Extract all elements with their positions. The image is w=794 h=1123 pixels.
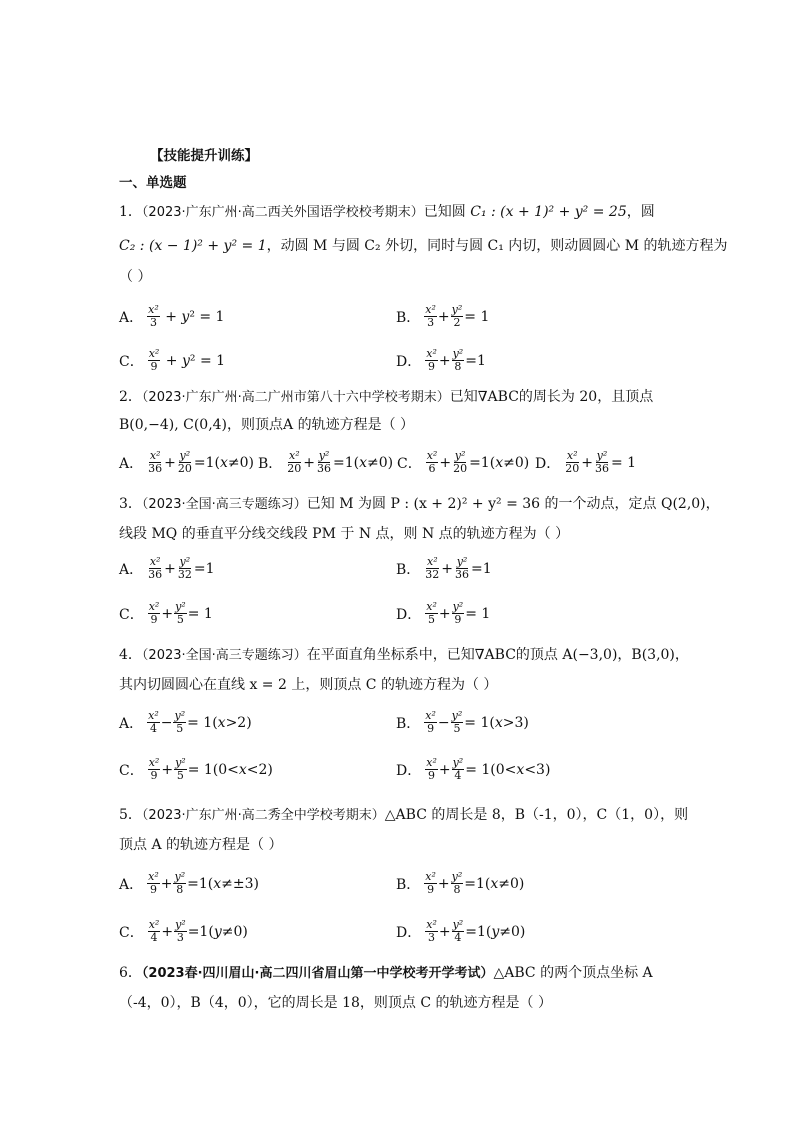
- question-6-line-1: 6．（2023春·四川眉山·高二四川省眉山第一中学校考开学考试）△ABC 的两个顶点坐标 A: [119, 965, 653, 981]
- question-2-line-1: 2．（2023·广东广州·高二广州市第八十六中学校考期末）已知∇ABC的周长为 20，且顶点: [119, 389, 654, 405]
- circle-c1-equation: C₁ : (x + 1)² + y² = 25: [470, 204, 627, 220]
- question-5-line-1: 5．（2023·广东广州·高二秀全中学校考期末）△ABC 的周长是 8，B（-1，0），C（1，0），则: [119, 807, 689, 823]
- question-4-option-b[interactable]: B． $\frac{\text{x²}}{9}$ − $\frac{\text{y²}}{5}$ = 1(x>3): [396, 709, 529, 735]
- question-3-option-d[interactable]: D． $\frac{\text{x²}}{5}$ + $\frac{\text{y²}}{9}$ = 1: [396, 600, 491, 626]
- question-2-line-2: B(0,−4), C(0,4)，则顶点A 的轨迹方程是（ ）: [119, 417, 415, 433]
- section-title: 【技能提升训练】: [150, 148, 258, 164]
- question-5-option-d[interactable]: D． $\frac{\text{x²}}{3}$ + $\frac{\text{y²}}{4}$ =1(y≠0): [396, 918, 526, 944]
- question-3-line-2: 线段 MQ 的垂直平分线交线段 PM 于 N 点，则 N 点的轨迹方程为（ ）: [119, 526, 570, 542]
- question-1-option-d[interactable]: D． $\frac{\text{x²}}{9}$ + $\frac{\text{y²}}{8}$ =1: [396, 347, 486, 373]
- question-1-option-b[interactable]: B． $\frac{\text{x²}}{3}$ + $\frac{\text{y²}}{2}$ = 1: [396, 303, 490, 329]
- question-4-line-1: 4．（2023·全国·高三专题练习）在平面直角坐标系中，已知∇ABC的顶点 A(−3,0)，B(3,0)，: [119, 647, 689, 663]
- question-2-option-b[interactable]: B． $\frac{\text{x²}}{20}$ + $\frac{\text{y²}}{36}$ =1(x≠0): [258, 449, 394, 475]
- question-5-option-b[interactable]: B． $\frac{\text{x²}}{9}$ + $\frac{\text{y²}}{8}$ =1(x≠0): [396, 870, 525, 896]
- question-4-option-d[interactable]: D． $\frac{\text{x²}}{9}$ + $\frac{\text{y²}}{4}$ = 1(0<x<3): [396, 756, 551, 782]
- question-3-line-1: 3．（2023·全国·高三专题练习）已知 M 为圆 P : (x + 2)² + y² = 36 的一个动点，定点 Q(2,0)，: [119, 496, 720, 512]
- question-5-option-c[interactable]: C． $\frac{\text{x²}}{4}$ + $\frac{\text{y²}}{3}$ =1(y≠0): [119, 918, 248, 944]
- question-1-option-a[interactable]: A． $\frac{\text{x²}}{3}$ + y² = 1: [119, 303, 225, 329]
- question-4-option-c[interactable]: C． $\frac{\text{x²}}{9}$ + $\frac{\text{y²}}{5}$ = 1(0<x<2): [119, 756, 273, 782]
- question-3-option-b[interactable]: B． $\frac{\text{x²}}{32}$ + $\frac{\text{y²}}{36}$ =1: [396, 555, 492, 581]
- section-subtitle: 一、单选题: [119, 175, 187, 191]
- question-1-answer-paren: （ ）: [119, 269, 152, 285]
- question-3-option-a[interactable]: A． $\frac{\text{x²}}{36}$ + $\frac{\text{y²}}{32}$ =1: [119, 555, 215, 581]
- question-3-option-c[interactable]: C． $\frac{\text{x²}}{9}$ + $\frac{\text{y²}}{5}$ = 1: [119, 600, 213, 626]
- circle-c2-equation: C₂ : (x − 1)² + y² = 1: [119, 238, 267, 254]
- question-1-line-1: 1．（2023·广东广州·高二西关外国语学校校考期末）已知圆 C₁ : (x + 1)² + y² = 25，圆: [119, 204, 655, 220]
- question-4-option-a[interactable]: A． $\frac{\text{x²}}{4}$ − $\frac{\text{y²}}{5}$ = 1(x>2): [119, 709, 252, 735]
- question-5-option-a[interactable]: A． $\frac{\text{x²}}{9}$ + $\frac{\text{y²}}{8}$ =1(x≠±3): [119, 870, 259, 896]
- question-6-line-2: （-4，0），B（4，0），它的周长是 18，则顶点 C 的轨迹方程是（ ）: [119, 995, 552, 1011]
- question-2-option-a[interactable]: A． $\frac{\text{x²}}{36}$ + $\frac{\text{y²}}{20}$ =1(x≠0): [119, 449, 254, 475]
- question-1-line-2: C₂ : (x − 1)² + y² = 1，动圆 M 与圆 C₂ 外切，同时与圆 C₁ 内切，则动圆圆心 M 的轨迹方程为: [119, 238, 728, 254]
- question-2-option-c[interactable]: C． $\frac{\text{x²}}{6}$ + $\frac{\text{y²}}{20}$ =1(x≠0): [397, 449, 530, 475]
- question-5-line-2: 顶点 A 的轨迹方程是（ ）: [119, 837, 283, 853]
- question-4-line-2: 其内切圆圆心在直线 x = 2 上，则顶点 C 的轨迹方程为（ ）: [119, 677, 498, 693]
- question-2-option-d[interactable]: D． $\frac{\text{x²}}{20}$ + $\frac{\text{y²}}{36}$ = 1: [535, 449, 637, 475]
- question-1-option-c[interactable]: C． $\frac{\text{x²}}{9}$ + y² = 1: [119, 347, 226, 373]
